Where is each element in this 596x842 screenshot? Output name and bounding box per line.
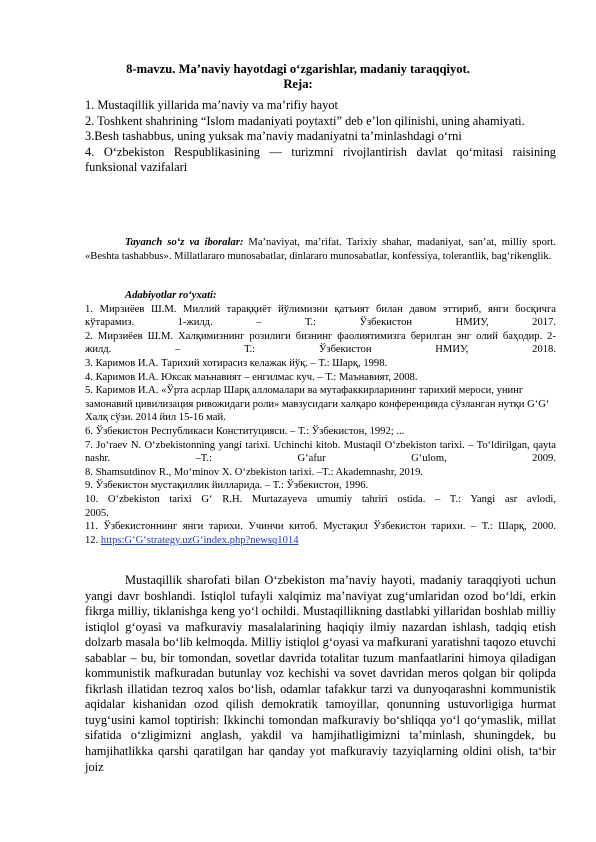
literature-item <box>85 534 556 548</box>
page-title <box>0 62 596 92</box>
title-topic: 8-mavzu. Maʼnaviy hayotdagi oʻzgarishlar, madaniy taraqqiyot. <box>126 62 470 76</box>
literature-item: 2005. <box>85 507 109 519</box>
plan-item: 2. Toshkent shahrining “Islom madaniyati poytaxti” deb eʼlon qilinishi, uning ahamiyati. <box>85 113 525 128</box>
title-plan-label: Reja: <box>283 77 313 91</box>
plan-item: 4. Oʻzbekiston Respublikasining — turizmni rivojlantirish davlat qoʻmitasi raisining funksional vazifalari <box>85 144 556 174</box>
literature-item: 9. Ўзбекистон мустақиллик йилларида. – Т.: Ўзбекистон, 1996. <box>85 480 369 492</box>
strategy-link[interactable]: https:GʻGʻstrategy.uzGʻindex.php?newsq1014 <box>100 534 299 546</box>
literature-item: 6. Ўзбекистон Республикаси Конституцияси. – Т.: Ўзбекистон, 1992; ... <box>85 425 405 437</box>
literature-item: 10. Oʻzbekiston tarixi Gʻ R.H. Murtazayeva umumiy tahriri ostida. – T.: Yangi asr avlodi, <box>85 493 556 505</box>
literature-item: 4. Каримов И.А. Юксак маънавият – енгилмас куч. – Т.: Маънавият, 2008. <box>85 371 418 383</box>
literature-item: 8. Shamsutdinov R., Moʻminov X. Oʻzbekiston tarixi. –T.: Akademnashr, 2019. <box>85 466 424 478</box>
literature-item: 2. Мирзиёев Ш.М. Халқимизнинг розилиги бизнинг фаолиятимизга берилган энг олий баҳодир. 2-жилд. – Т.: Ўзбекистон НМИУ, 2018. <box>85 330 556 356</box>
keywords-heading: Tayanch soʻz va iboralar: <box>125 237 244 248</box>
plan-list <box>85 98 556 176</box>
literature-item: 11. Ўзбекистоннинг янги тарихи. Учинчи китоб. Мустақил Ўзбекистон тарихи. – Т.: Шарқ, 2000. <box>85 521 556 533</box>
body-paragraph: Mustaqillik sharofati bilan Oʻzbekiston maʼnaviy hayoti, madaniy taraqqiyoti uchun yangi davr boshlandi. Istiqlol tufayli xalqimiz maʼnaviyat zugʻumlaridan ozod boʻldi, erkin fikrga milliy, tiklanishga keng yoʻl ochildi. Mustaqillikning dastlabki yillaridan boshlab milliy istiqlol gʻoyasi va mafkuraviy masalalarining haqiqiy ilmiy nazardan ishlash, tadqiq etish dolzarb masala boʻlib kelmoqda. Milliy istiqlol gʻoyasi va mafkurani yaratishni taqozo etuvchi sabablar – bu, bir tomondan, sovetlar davrida totalitar tuzum manfaatlarini himoya qiladigan kommunistik mafkuradan butunlay voz kechishi va sovet davridan meros qolgan bir qolipda fikrlash illatidan tezroq xalos boʻlish, odamlar tafakkur tarzi va dunyoqarashni kommunistik aqidalar kishanidan ozod qilish demokratik tamoyillar, qonunning ustuvorligiga hurmat tuygʻusini kamol toptirish: Ikkinchi tomondan mafkuraviy boʻshliqqa yoʻl qoʻymaslik, millat sifatida oʻzligimizni anglash, yakdil va hamjihatligimizni taʼminlash, shuningdek, bu hamjihatlikka qarshi qaratilgan har qanday yot mafkuraviy tazyiqlarning oldini olish, taʻbir joiz <box>85 573 556 774</box>
plan-item: 1. Mustaqillik yillarida maʼnaviy va maʼrifiy hayot <box>85 98 338 112</box>
literature-item-number: 12. <box>85 534 101 546</box>
literature-section <box>85 289 556 547</box>
literature-item: 5. Каримов И.А. «Ўрта асрлар Шарқ алломалари ва мутафаккирларининг тарихий мероси, унинг замонавий цивилизация ривожидаги роли» мавзусидаги халқаро конференцияда сўзланган нутқи GʻGʻ Халқ сўзи. 2014 йил 15-16 май. <box>85 385 550 424</box>
literature-item: 3. Каримов И.А. Тарихий хотирасиз келажак йўқ. – Т.: Шарқ, 1998. <box>85 357 388 369</box>
keywords-paragraph <box>85 236 556 263</box>
literature-item: 7. Joʻraev N. Oʻzbekistonning yangi tarixi. Uchinchi kitob. Mustaqil Oʻzbekiston tarixi. – Toʻldirilgan, qayta nashr. –T.: Gʻafur Gʻulom, 2009. <box>85 439 556 465</box>
literature-item: 1. Мирзиёев Ш.М. Миллий тараққиёт йўлимизни қатъият билан давом эттириб, янги босқичга кўтарамиз. 1-жилд. – Т.: Ўзбекистон НМИУ, 2017. <box>85 303 556 329</box>
keywords-text: Maʼnaviyat, maʼrifat. Tarixiy shahar, madaniyat, sanʼat, milliy sport. «Beshta tashabbus». Millatlararo munosabatlar, dinlararo munosabatlar, konfessiya, tolerantlik, bagʻrikenglik. <box>85 237 556 262</box>
plan-item: 3.Besh tashabbus, uning yuksak maʼnaviy madaniyatni taʼminlashdagi oʻrni <box>85 129 462 143</box>
literature-heading: Adabiyotlar roʻyxati: <box>125 290 217 301</box>
literature-list <box>85 303 556 548</box>
